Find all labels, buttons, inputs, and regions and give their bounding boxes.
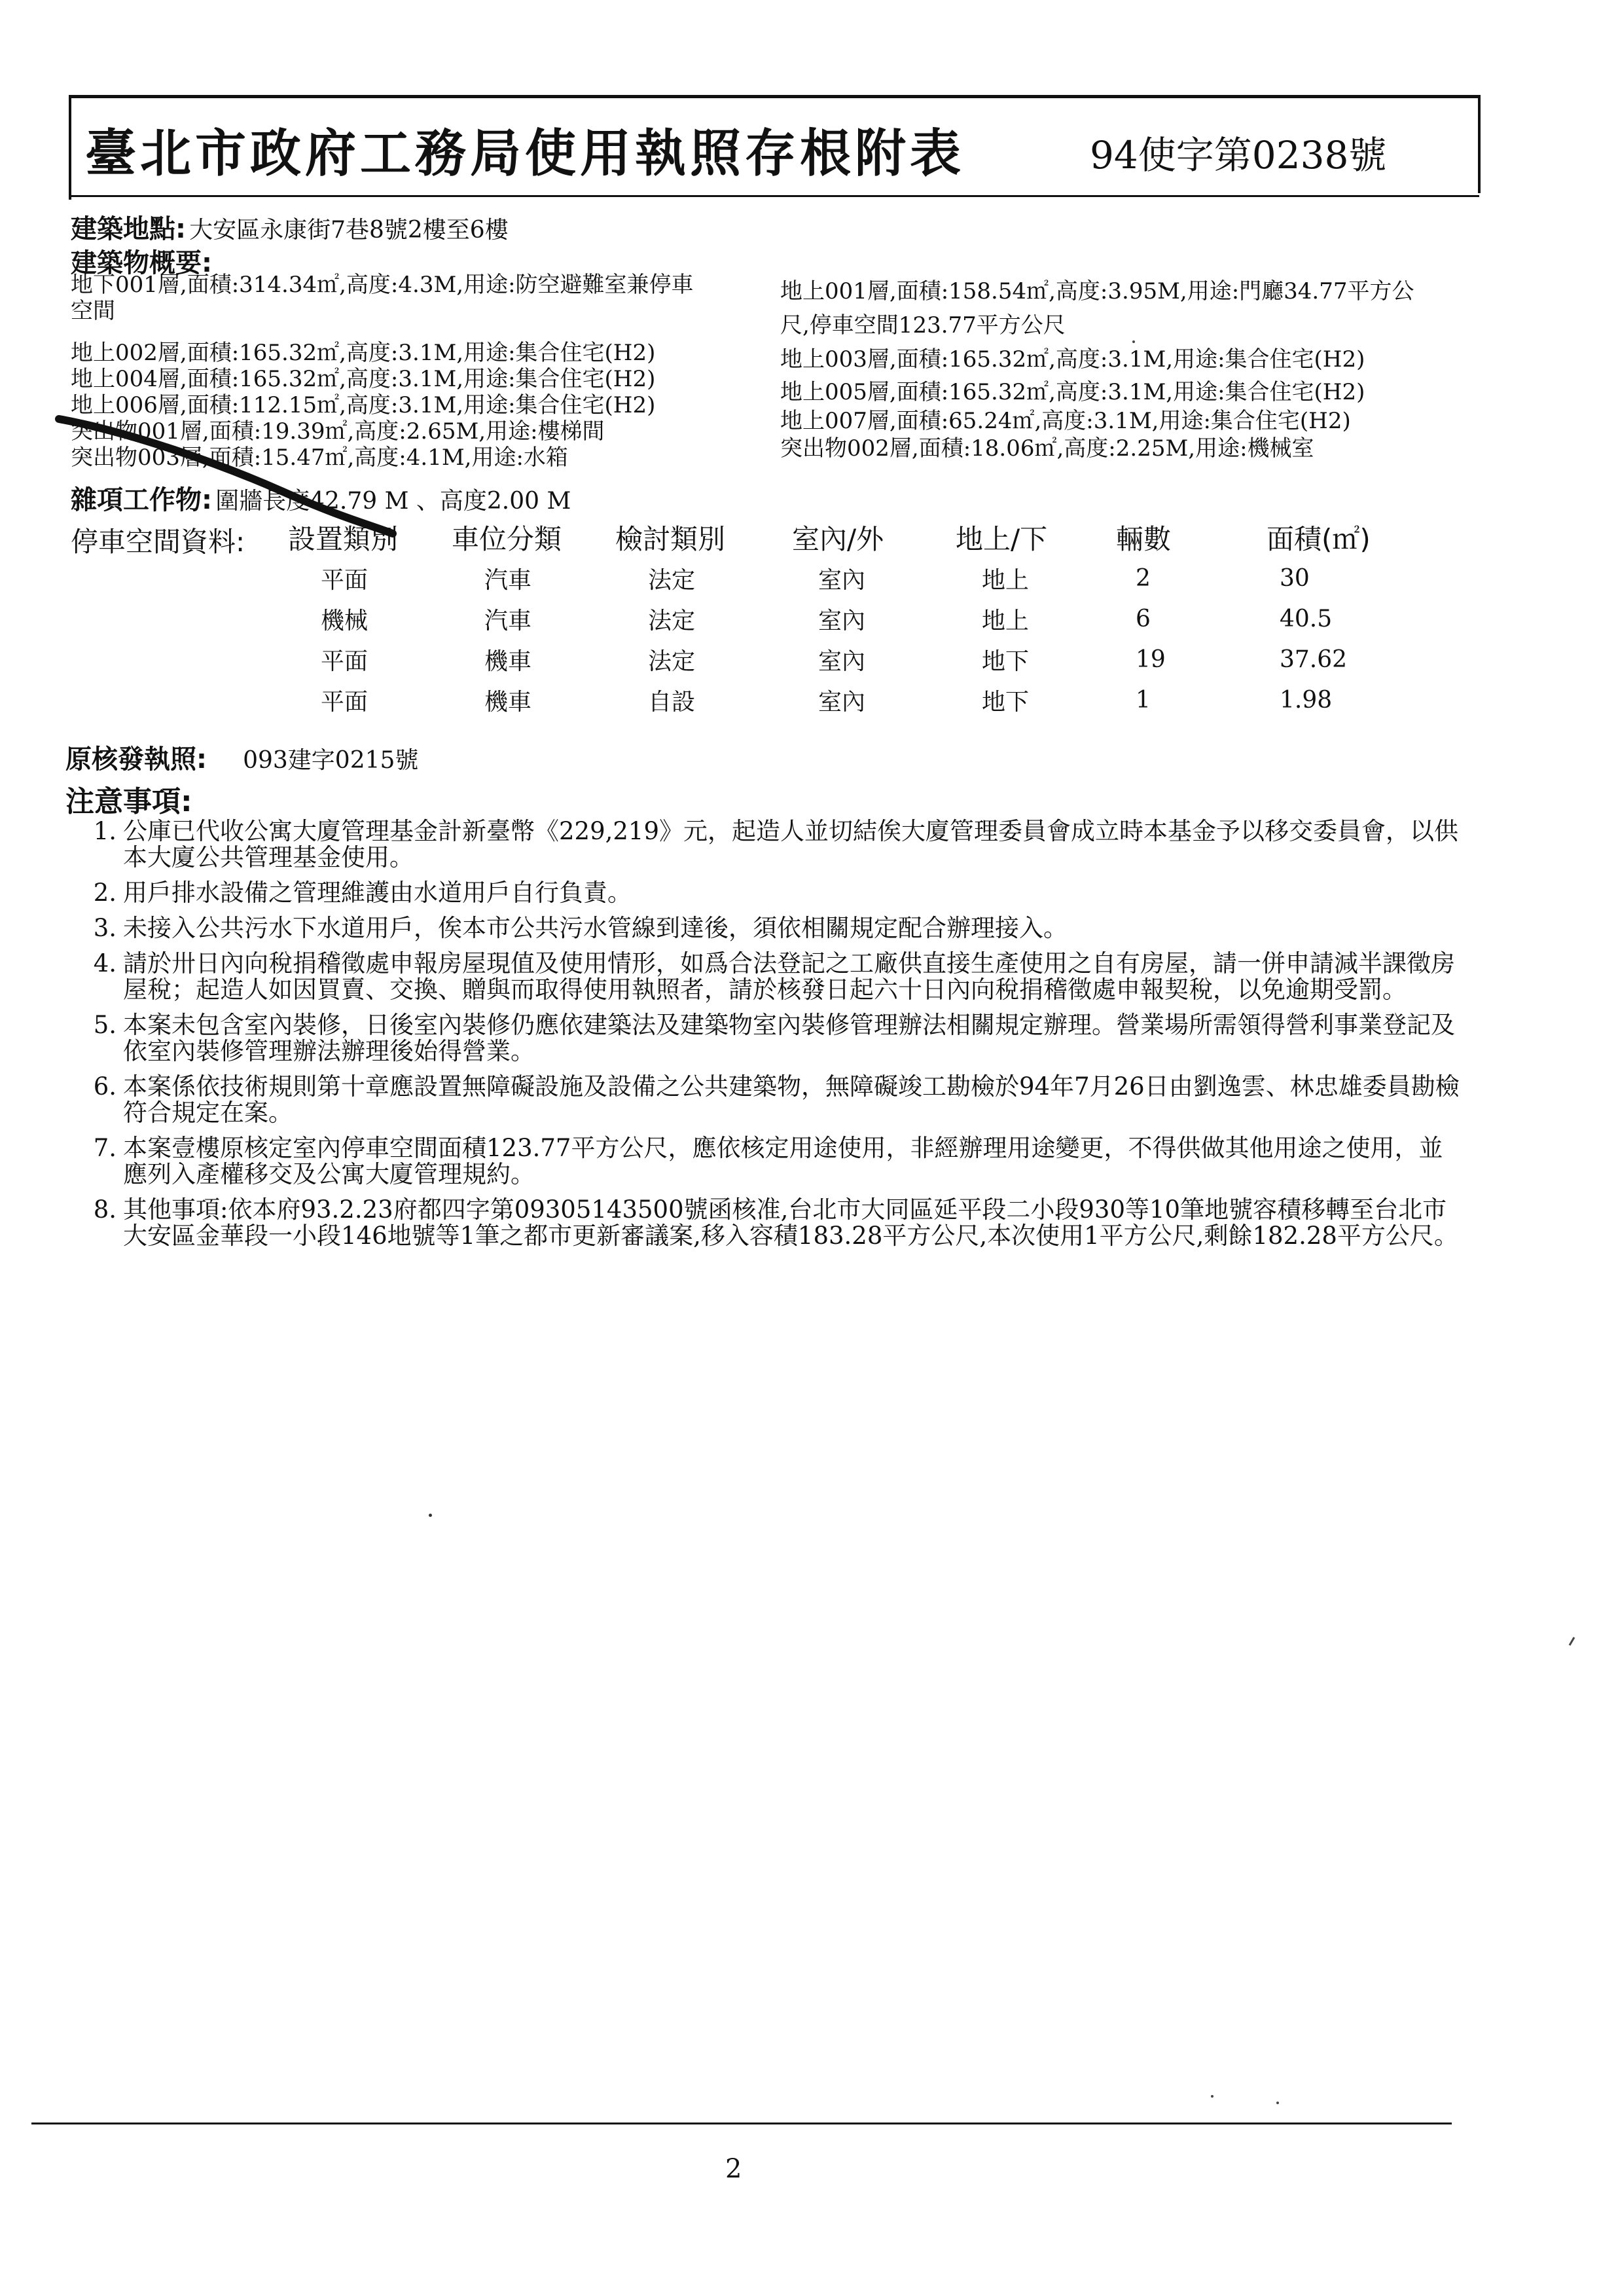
note-number: 3.	[93, 914, 117, 942]
table-cell: 6	[1136, 605, 1151, 632]
parking-header-cell: 檢討類別	[615, 523, 726, 555]
table-cell: 1	[1136, 686, 1151, 714]
misc-value: 圍牆長度42.79 M 、高度2.00 M	[215, 488, 571, 515]
overview-left-3: 地上004層,面積:165.32㎡,高度:3.1M,用途:集合住宅(H2)	[71, 366, 656, 392]
footer-rule	[31, 2123, 1452, 2124]
scan-speck	[1132, 340, 1135, 343]
table-cell: 汽車	[484, 607, 532, 634]
parking-label: 停車空間資料:	[71, 526, 245, 558]
table-cell: 地下	[982, 688, 1030, 716]
note-number: 7.	[93, 1134, 117, 1162]
table-cell: 法定	[648, 607, 696, 634]
table-cell: 室內	[818, 607, 866, 634]
overview-right-2: 地上003層,面積:165.32㎡,高度:3.1M,用途:集合住宅(H2)	[780, 346, 1365, 373]
table-cell: 室內	[818, 566, 866, 594]
original-license-label: 原核發執照:	[65, 744, 207, 774]
document-title: 臺北市政府工務局使用執照存根附表	[85, 124, 965, 183]
table-cell: 地下	[982, 647, 1030, 675]
parking-header-row	[288, 517, 1397, 558]
list-item	[79, 1197, 1486, 1249]
overview-label: 建築物概要:	[71, 248, 212, 278]
table-cell: 37.62	[1280, 646, 1348, 673]
header-frame-right	[1478, 95, 1481, 193]
table-cell: 地上	[982, 607, 1030, 634]
table-cell: 法定	[648, 647, 696, 675]
parking-header-cell: 面積(㎡)	[1267, 523, 1371, 555]
table-cell: 1.98	[1280, 686, 1333, 714]
table-row	[288, 680, 1397, 720]
misc-label: 雜項工作物:	[71, 485, 212, 515]
header-frame-top	[69, 95, 1479, 98]
table-cell: 室內	[818, 688, 866, 716]
note-text: 本案係依技術規則第十章應設置無障礙設施及設備之公共建築物，無障礙竣工勘檢於94年7月26日由劉逸雲、林忠雄委員勘檢符合規定在案。	[123, 1072, 1460, 1127]
table-cell: 法定	[648, 566, 696, 594]
scan-speck	[1211, 2095, 1214, 2098]
list-item	[79, 1074, 1486, 1126]
parking-header-cell: 車位分類	[452, 523, 562, 555]
site-value: 大安區永康街7巷8號2樓至6樓	[189, 217, 509, 244]
overview-right-1: 尺,停車空間123.77平方公尺	[780, 312, 1066, 338]
list-item	[79, 951, 1486, 1003]
header-frame-divider	[69, 195, 1479, 197]
header-frame-left	[69, 95, 71, 200]
note-text: 本案未包含室內裝修，日後室內裝修仍應依建築法及建築物室內裝修管理辦法相關規定辦理。營業場所需領得營利事業登記及依室內裝修管理辦法辦理後始得營業。	[123, 1011, 1455, 1065]
note-text: 其他事項:依本府93.2.23府都四字第09305143500號函核准,台北市大同區延平段二小段930等10筆地號容積移轉至台北市大安區金華段一小段146地號等1筆之都市更新審議案,移入容積183.28平方公尺,本次使用1平方公尺,剩餘182.28平方公尺。	[123, 1195, 1458, 1250]
overview-left-5: 突出物001層,面積:19.39㎡,高度:2.65M,用途:樓梯間	[71, 418, 605, 445]
overview-right-5: 突出物002層,面積:18.06㎡,高度:2.25M,用途:機械室	[780, 435, 1314, 462]
overview-left-4: 地上006層,面積:112.15㎡,高度:3.1M,用途:集合住宅(H2)	[71, 392, 656, 418]
table-cell: 平面	[321, 566, 369, 594]
note-number: 4.	[93, 949, 117, 977]
original-license-row	[65, 738, 418, 776]
table-cell: 機械	[321, 607, 369, 634]
table-row	[288, 598, 1397, 639]
overview-right-4: 地上007層,面積:65.24㎡,高度:3.1M,用途:集合住宅(H2)	[780, 408, 1351, 434]
note-number: 2.	[93, 879, 117, 907]
table-row	[288, 639, 1397, 680]
table-row	[288, 558, 1397, 598]
note-text: 用戶排水設備之管理維護由水道用戶自行負責。	[123, 879, 632, 907]
table-cell: 平面	[321, 688, 369, 716]
note-text: 未接入公共污水下水道用戶，俟本市公共污水管線到達後，須依相關規定配合辦理接入。	[123, 914, 1068, 942]
page-number: 2	[725, 2154, 742, 2184]
parking-header-cell: 室內/外	[792, 523, 884, 555]
table-cell: 機車	[484, 688, 532, 716]
parking-header-cell: 輛數	[1116, 523, 1172, 555]
parking-header-cell: 設置類別	[288, 523, 399, 555]
overview-left-0: 地下001層,面積:314.34㎡,高度:4.3M,用途:防空避難室兼停車	[71, 272, 694, 298]
table-cell: 30	[1280, 564, 1310, 592]
site-label: 建築地點:	[71, 214, 186, 244]
table-cell: 自設	[648, 688, 696, 716]
table-cell: 19	[1136, 646, 1166, 673]
list-item	[79, 880, 1486, 906]
table-cell: 機車	[484, 647, 532, 675]
original-license-value: 093建字0215號	[243, 747, 419, 774]
table-cell: 平面	[321, 647, 369, 675]
overview-left-1: 空間	[71, 298, 115, 324]
permit-number: 94使字第0238號	[1090, 133, 1387, 177]
overview-left-6: 突出物003層,面積:15.47㎡,高度:4.1M,用途:水箱	[71, 445, 568, 471]
list-item	[79, 818, 1486, 871]
parking-header-cell: 地上/下	[956, 523, 1048, 555]
table-cell: 地上	[982, 566, 1030, 594]
scan-speck	[429, 1514, 432, 1517]
notes-label: 注意事項:	[65, 785, 192, 818]
parking-table	[288, 517, 1397, 720]
overview-left-2: 地上002層,面積:165.32㎡,高度:3.1M,用途:集合住宅(H2)	[71, 340, 656, 366]
note-number: 5.	[93, 1011, 117, 1039]
note-number: 8.	[93, 1195, 117, 1224]
overview-right-3: 地上005層,面積:165.32㎡,高度:3.1M,用途:集合住宅(H2)	[780, 379, 1365, 405]
note-number: 1.	[93, 817, 117, 845]
note-text: 請於卅日內向稅捐稽徵處申報房屋現值及使用情形，如爲合法登記之工廠供直接生產使用之自有房屋，請一併申請減半課徵房屋稅；起造人如因買賣、交換、贈與而取得使用執照者，請於核發日起六十日內向稅捐稽徵處申報契稅，以免逾期受罰。	[123, 949, 1455, 1004]
list-item	[79, 915, 1486, 941]
overview-right-0: 地上001層,面積:158.54㎡,高度:3.95M,用途:門廳34.77平方公	[780, 278, 1414, 304]
list-item	[79, 1135, 1486, 1188]
note-text: 公庫已代收公寓大廈管理基金計新臺幣《229,219》元，起造人並切結俟大廈管理委員會成立時本基金予以移交委員會，以供本大廈公共管理基金使用。	[123, 817, 1459, 871]
table-cell: 2	[1136, 564, 1151, 592]
note-text: 本案壹樓原核定室內停車空間面積123.77平方公尺，應依核定用途使用，非經辦理用途變更，不得供做其他用途之使用，並應列入產權移交及公寓大廈管理規約。	[123, 1134, 1443, 1188]
list-item	[79, 1012, 1486, 1065]
scan-speck	[1569, 1637, 1575, 1646]
notes-list	[79, 818, 1486, 1258]
scan-speck	[1276, 2102, 1279, 2104]
table-cell: 汽車	[484, 566, 532, 594]
table-cell: 室內	[818, 647, 866, 675]
table-cell: 40.5	[1280, 605, 1333, 632]
note-number: 6.	[93, 1072, 117, 1101]
site-row	[71, 208, 509, 246]
